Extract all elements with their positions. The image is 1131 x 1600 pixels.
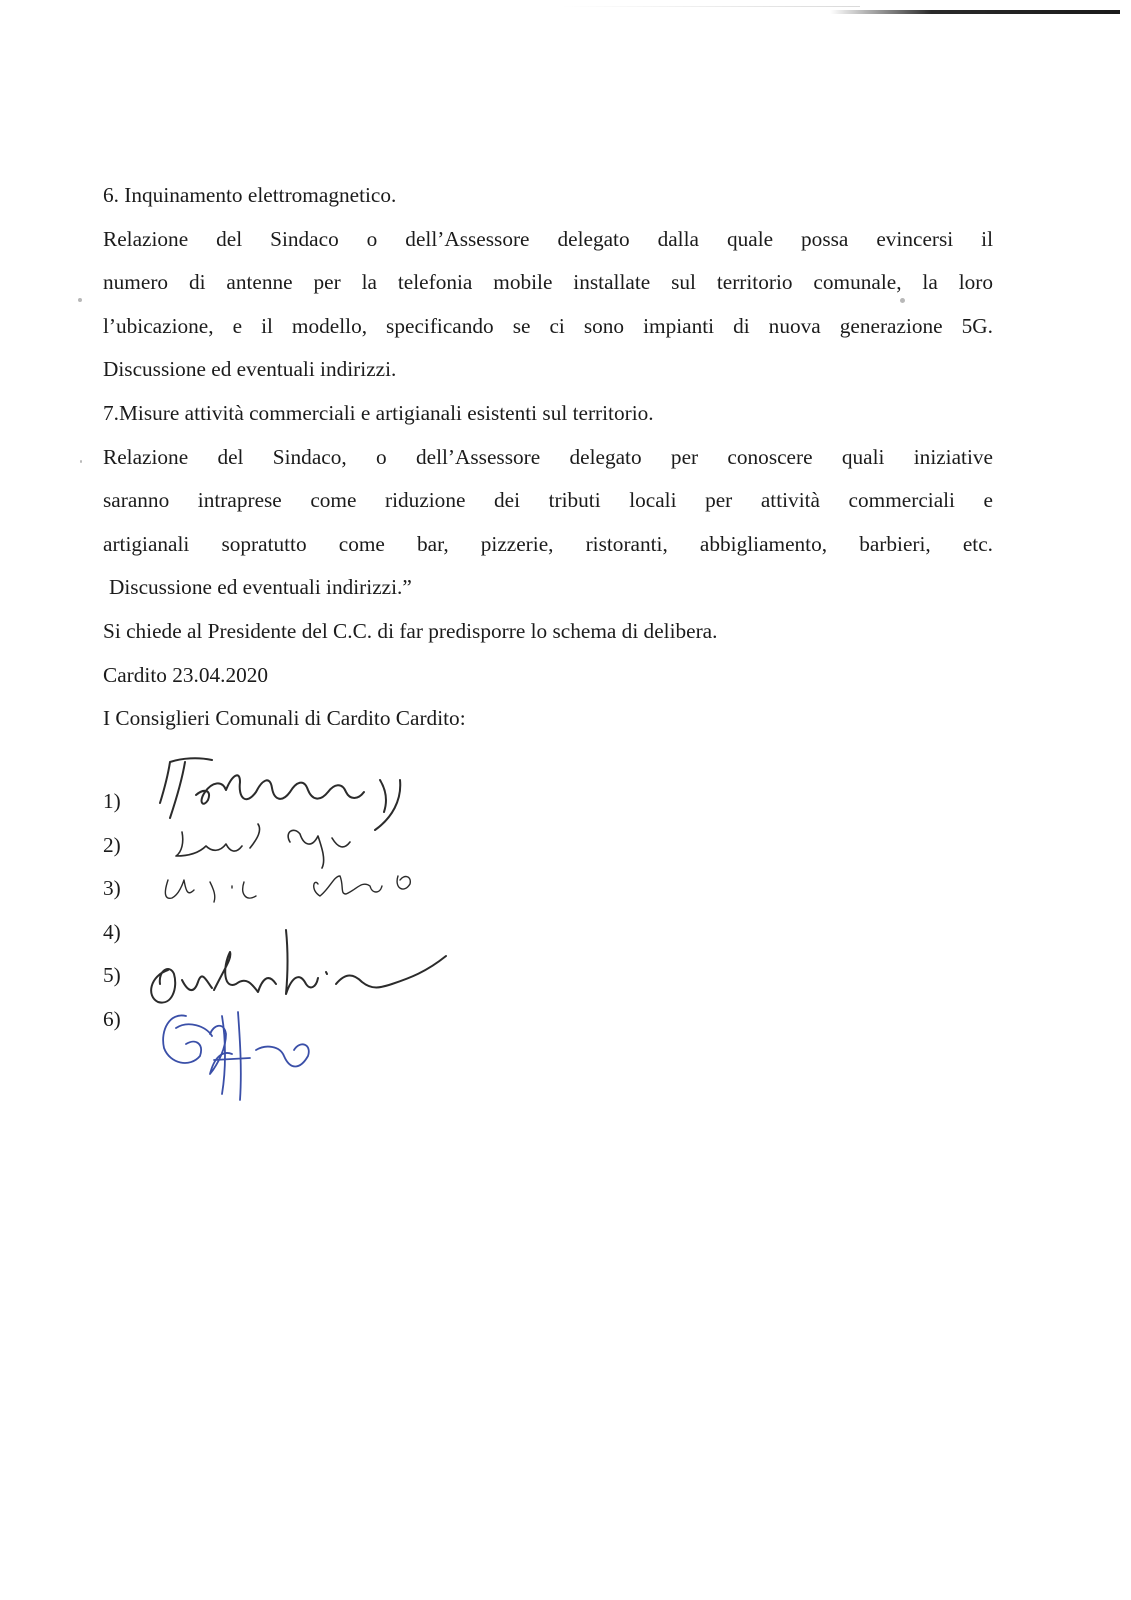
item7-title: 7.Misure attività commerciali e artigianali esistenti sul territorio. (103, 400, 654, 425)
request-line: Si chiede al Presidente del C.C. di far predisporre lo schema di delibera. (103, 618, 718, 643)
scan-speck (78, 298, 82, 302)
signature-number: 4) (103, 919, 121, 944)
item7-body-line: Relazione del Sindaco, o dell’Assessore delegato per conoscere quali iniziative (103, 444, 993, 469)
document-body (103, 174, 993, 741)
item7-body-line: saranno intraprese come riduzione dei tributi locali per attività commerciali e (103, 488, 993, 513)
scan-edge-light (560, 6, 860, 7)
item6-body-line: l’ubicazione, e il modello, specificando se ci sono impianti di nuova generazione 5G. (103, 313, 993, 338)
signatories-heading: I Consiglieri Comunali di Cardito Cardito: (103, 706, 466, 731)
scan-speck (80, 460, 82, 463)
signature-number: 2) (103, 832, 121, 857)
signature-number: 3) (103, 876, 121, 900)
item6-body-line: numero di antenne per la telefonia mobile installate sul territorio comunale, la loro (103, 270, 993, 295)
item7-body-line: Discussione ed eventuali indirizzi.” (109, 575, 412, 600)
item6-body-line: Relazione del Sindaco o dell’Assessore delegato dalla quale possa evincersi il (103, 226, 993, 251)
signature-number: 1) (103, 789, 121, 813)
item6-body-line: Discussione ed eventuali indirizzi. (103, 357, 397, 382)
signature-number: 6) (103, 1006, 121, 1031)
place-date: Cardito 23.04.2020 (103, 662, 269, 687)
signature-number: 5) (103, 963, 121, 987)
scan-edge (830, 10, 1120, 14)
signature-list (103, 780, 243, 1041)
item6-title: 6. Inquinamento elettromagnetico. (103, 183, 397, 207)
item7-body-line: artigianali sopratutto come bar, pizzerie, ristoranti, abbigliamento, barbieri, etc. (103, 531, 993, 556)
